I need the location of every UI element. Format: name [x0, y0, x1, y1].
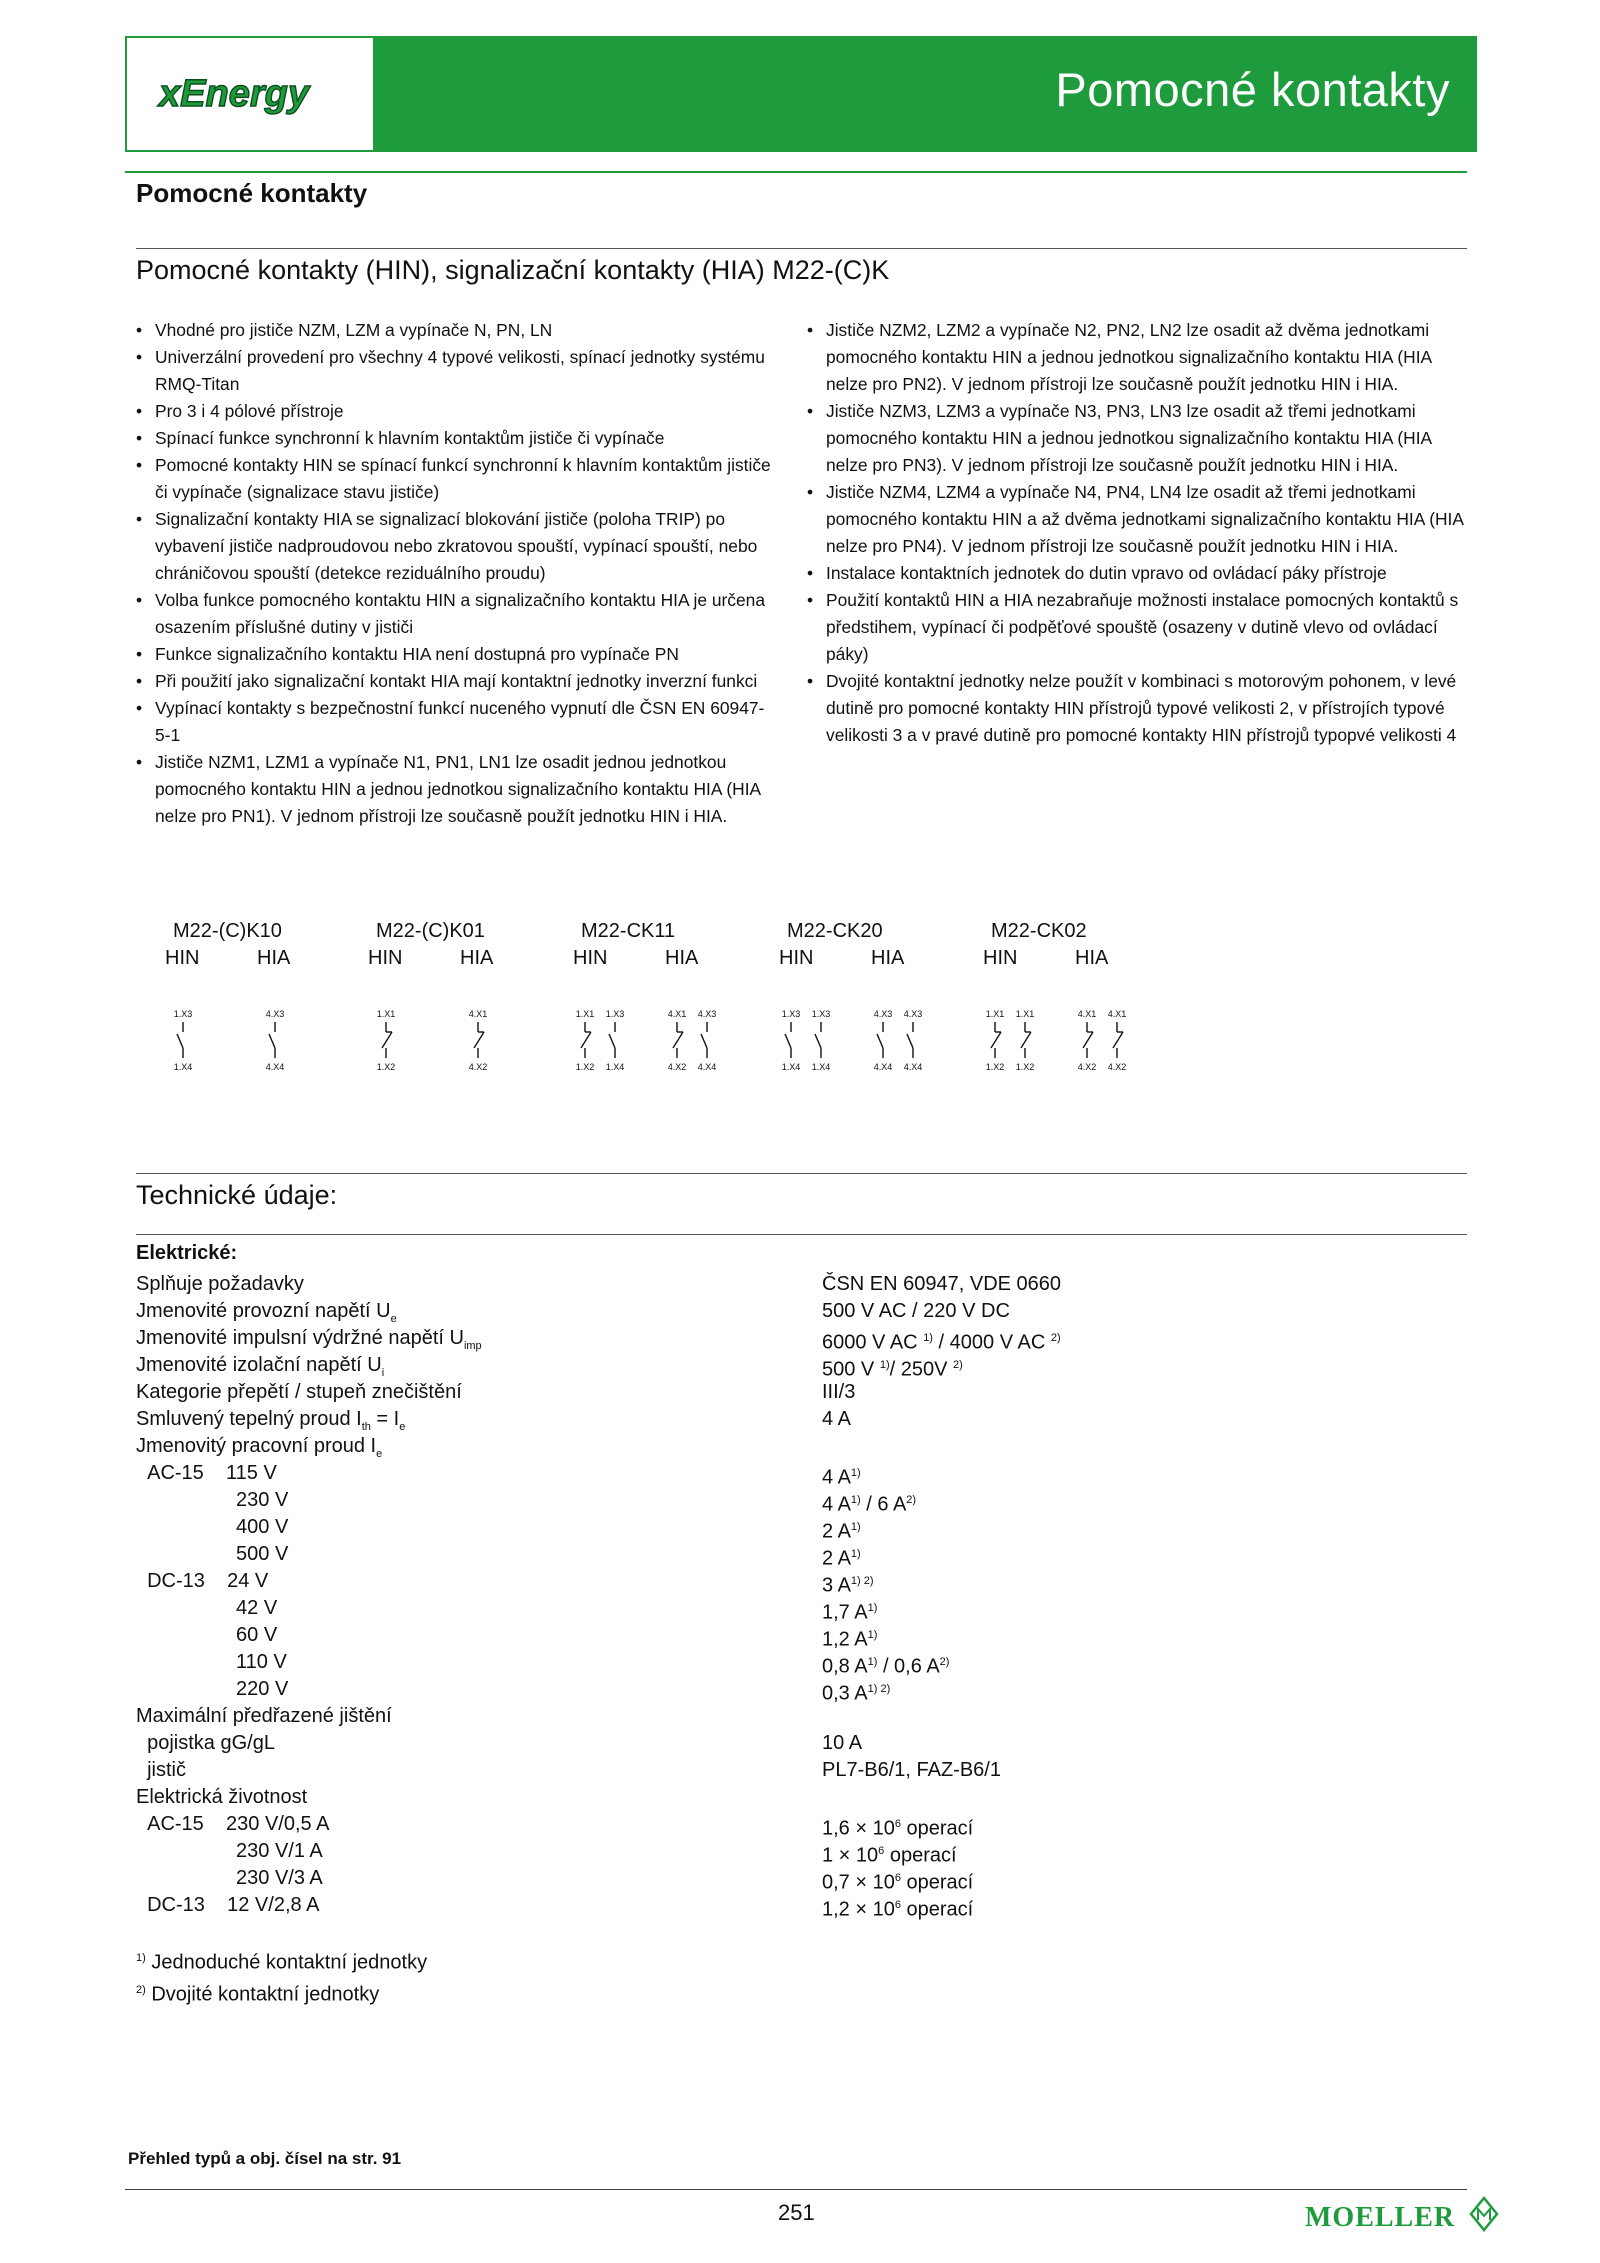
- hin-label: HIN: [983, 947, 1018, 969]
- list-item: • Volba funkce pomocného kontaktu HIN a signalizačního kontaktu HIA je určena osazením příslušné dutiny v jističi: [136, 587, 776, 641]
- spec-value: 0,3 $A^{1) 2)}$: [822, 1682, 891, 1705]
- spec-value: 1,7 $A^{1)}$: [822, 1601, 878, 1624]
- contact-symbol-icon: [163, 1004, 203, 1074]
- spec-label: Maximální předřazené jištění: [136, 1705, 392, 1727]
- list-item: • Jističe NZM1, LZM1 a vypínače N1, PN1, LN1 lze osadit jednou jednotkou pomocného kontaktu HIN a jednou jednotkou signalizačního kontaktu HIA (HIA nelze pro PN1). V jednom přístroji lze současně použít jednotku HIN i HIA.: [136, 749, 776, 830]
- spec-value: III/3: [822, 1381, 856, 1403]
- contact-diagrams: [0, 920, 1600, 1090]
- spec-label: AC-15 230 V/0,5 A: [136, 1813, 330, 1835]
- spec-label: 60 V: [136, 1624, 278, 1646]
- spec-label: Jmenovité impulsní výdržné napětí $U_{imp}$: [136, 1327, 482, 1352]
- spec-label: pojistka gG/gL: [136, 1732, 275, 1754]
- spec-value: $1 \times 10^6$ operací: [822, 1844, 957, 1867]
- terminal-label: 4.X2: [1107, 1062, 1127, 1072]
- spec-value: 2 $A^{1)}$: [822, 1547, 861, 1570]
- spec-label: Jmenovitý pracovní proud $I_e$: [136, 1435, 383, 1460]
- list-item: • Jističe NZM4, LZM4 a vypínače N4, PN4, LN4 lze osadit až třemi jednotkami pomocného kontaktu HIN a až dvěma jednotkami signalizačního kontaktu HIA (HIA nelze pro PN4). V jednom přístroji lze současně použít jednotku HIN i HIA.: [807, 479, 1467, 560]
- section-divider: [136, 248, 1467, 249]
- spec-label: 500 V: [136, 1543, 289, 1565]
- footnotes: [136, 1945, 427, 2008]
- list-item: • Funkce signalizačního kontaktu HIA není dostupná pro vypínače PN: [136, 641, 776, 668]
- hia-label: HIA: [460, 947, 494, 969]
- spec-value: 500 V $^{1)}$/ 250V $^{2)}$: [822, 1358, 963, 1381]
- spec-label: Jmenovité provozní napětí $U_e$: [136, 1300, 397, 1325]
- spec-label: Smluvený tepelný proud $I_{th} = I_e$: [136, 1408, 406, 1433]
- page-number: 251: [778, 2200, 815, 2225]
- hin-label: HIN: [573, 947, 608, 969]
- spec-value: 6000 V AC $^{1)}$ / 4000 V AC $^{2)}$: [822, 1331, 1061, 1354]
- diagram-title: M22-CK02: [991, 920, 1087, 942]
- tech-top-rule: [136, 1173, 1467, 1174]
- contact-symbol-icon: [869, 1004, 939, 1074]
- footer-reference: Přehled typů a obj. čísel na str. 91: [128, 2149, 402, 2168]
- terminal-label: 1.X4: [605, 1062, 625, 1072]
- terminal-label: 1.X3: [781, 1009, 801, 1019]
- section-title: Pomocné kontakty: [136, 178, 368, 208]
- header-rule: [125, 171, 1467, 173]
- list-item: • Signalizační kontakty HIA se signalizací blokování jističe (poloha TRIP) po vybavení jističe nadproudovou nebo zkratovou spouští, vypínací spouští, nebo chráničovou spouští (detekce reziduálního proudu): [136, 506, 776, 587]
- hia-label: HIA: [1075, 947, 1109, 969]
- spec-value: 1,2 $A^{1)}$: [822, 1628, 878, 1651]
- list-item: • Pomocné kontakty HIN se spínací funkcí synchronní k hlavním kontaktům jističe či vypínače (signalizace stavu jističe): [136, 452, 776, 506]
- list-item: • Použití kontaktů HIN a HIA nezabraňuje možnosti instalace pomocných kontaktů s předstihem, vypínací či podpěťové spouště (osazeny v dutině vlevo od ovládací páky): [807, 587, 1467, 668]
- spec-value: $0,7 \times 10^6$ operací: [822, 1871, 974, 1894]
- spec-value: 10 A: [822, 1732, 863, 1754]
- spec-value: 3 $A^{1) 2)}$: [822, 1574, 874, 1597]
- terminal-label: 1.X1: [985, 1009, 1005, 1019]
- terminal-label: 4.X1: [1107, 1009, 1127, 1019]
- spec-label: Jmenovité izolační napětí $U_i$: [136, 1354, 385, 1379]
- list-item: • Vhodné pro jističe NZM, LZM a vypínače N, PN, LN: [136, 317, 776, 344]
- list-item: • Jističe NZM3, LZM3 a vypínače N3, PN3, LN3 lze osadit až třemi jednotkami pomocného kontaktu HIN a jednou jednotkou signalizačního kontaktu HIA (HIA nelze pro PN3). V jednom přístroji lze současně použít jednotku HIN i HIA.: [807, 398, 1467, 479]
- contact-symbol-icon: [571, 1004, 641, 1074]
- terminal-label: 1.X2: [1015, 1062, 1035, 1072]
- diagram-title: M22-CK20: [787, 920, 883, 942]
- terminal-label: 4.X3: [697, 1009, 717, 1019]
- terminal-label: 4.X4: [873, 1062, 893, 1072]
- diagram-title: M22-(C)K01: [376, 920, 485, 942]
- terminal-label: 4.X4: [697, 1062, 717, 1072]
- terminal-label: 1.X2: [575, 1062, 595, 1072]
- terminal-label: 1.X2: [376, 1062, 396, 1072]
- feature-list-left: [136, 317, 776, 830]
- spec-value: 4 A: [822, 1408, 851, 1430]
- spec-value: ČSN EN 60947, VDE 0660: [822, 1273, 1062, 1295]
- footnote: $^{1)}$ Jednoduché kontaktní jednotky: [136, 1951, 428, 1974]
- spec-label: 110 V: [136, 1651, 287, 1673]
- terminal-label: 4.X2: [1077, 1062, 1097, 1072]
- xenergy-logo-icon: [155, 66, 345, 122]
- spec-label: 230 V: [136, 1489, 289, 1511]
- terminal-label: 1.X3: [605, 1009, 625, 1019]
- spec-label: Splňuje požadavky: [136, 1273, 304, 1295]
- spec-value: 4 $A^{1)}$: [822, 1466, 861, 1489]
- spec-label: Elektrická životnost: [136, 1786, 308, 1808]
- spec-label: 400 V: [136, 1516, 289, 1538]
- terminal-label: 1.X4: [781, 1062, 801, 1072]
- list-item: • Instalace kontaktních jednotek do dutin vpravo od ovládací páky přístroje: [807, 560, 1467, 587]
- terminal-label: 4.X4: [265, 1062, 285, 1072]
- spec-label: DC-13 12 V/2,8 A: [136, 1894, 320, 1916]
- spec-label: 42 V: [136, 1597, 278, 1619]
- terminal-label: 1.X3: [173, 1009, 193, 1019]
- list-item: • Jističe NZM2, LZM2 a vypínače N2, PN2, LN2 lze osadit až dvěma jednotkami pomocného kontaktu HIN a jednou jednotkou signalizačního kontaktu HIA (HIA nelze pro PN2). V jednom přístroji lze současně použít jednotku HIN i HIA.: [807, 317, 1467, 398]
- hia-label: HIA: [871, 947, 905, 969]
- svg-text:xEnergy: xEnergy: [159, 73, 309, 115]
- terminal-label: 4.X3: [873, 1009, 893, 1019]
- contact-symbol-icon: [1073, 1004, 1143, 1074]
- xenergy-logo: [127, 38, 373, 150]
- contact-symbol-icon: [663, 1004, 733, 1074]
- contact-symbol-icon: [777, 1004, 847, 1074]
- list-item: • Při použití jako signalizační kontakt HIA mají kontaktní jednotky inverzní funkci: [136, 668, 776, 695]
- terminal-label: 1.X4: [811, 1062, 831, 1072]
- terminal-label: 1.X4: [173, 1062, 193, 1072]
- terminal-label: 4.X2: [667, 1062, 687, 1072]
- hin-label: HIN: [165, 947, 200, 969]
- spec-label: 230 V/3 A: [136, 1867, 323, 1889]
- contact-symbol-icon: [366, 1004, 406, 1074]
- spec-value: 0,8 $A^{1)} / 0,6$ $A^{2)}$: [822, 1655, 950, 1678]
- spec-value: $1,2 \times 10^6$ operací: [822, 1898, 974, 1921]
- terminal-label: 4.X1: [667, 1009, 687, 1019]
- terminal-label: 1.X3: [811, 1009, 831, 1019]
- spec-value: $1,6 \times 10^6$ operací: [822, 1817, 974, 1840]
- footer-rule: [125, 2189, 1467, 2190]
- hin-label: HIN: [779, 947, 814, 969]
- subsection-title: Pomocné kontakty (HIN), signalizační kontakty (HIA) M22-(C)K: [136, 255, 890, 285]
- spec-label: Kategorie přepětí / stupeň znečištění: [136, 1381, 462, 1403]
- spec-label: jistič: [136, 1759, 186, 1781]
- tech-subtitle: Elektrické:: [136, 1242, 238, 1264]
- tech-title: Technické údaje:: [136, 1180, 338, 1210]
- contact-symbol-icon: [458, 1004, 498, 1074]
- terminal-label: 4.X3: [903, 1009, 923, 1019]
- contact-symbol-icon: [255, 1004, 295, 1074]
- moeller-wordmark: MOELLER: [1305, 2202, 1456, 2233]
- terminal-label: 4.X4: [903, 1062, 923, 1072]
- hin-label: HIN: [368, 947, 403, 969]
- terminal-label: 4.X1: [468, 1009, 488, 1019]
- page-header-title: Pomocné kontakty: [1055, 63, 1450, 116]
- hia-label: HIA: [257, 947, 291, 969]
- terminal-label: 4.X3: [265, 1009, 285, 1019]
- spec-label: AC-15 115 V: [136, 1462, 277, 1484]
- hia-label: HIA: [665, 947, 699, 969]
- feature-list-right: [807, 317, 1467, 749]
- terminal-label: 1.X2: [985, 1062, 1005, 1072]
- terminal-label: 1.X1: [575, 1009, 595, 1019]
- diagram-title: M22-CK11: [581, 920, 676, 942]
- footnote: $^{2)}$ Dvojité kontaktní jednotky: [136, 1983, 380, 2006]
- terminal-label: 4.X1: [1077, 1009, 1097, 1019]
- moeller-logo: [1305, 2196, 1499, 2234]
- spec-label: 220 V: [136, 1678, 289, 1700]
- list-item: • Vypínací kontakty s bezpečnostní funkcí nuceného vypnutí dle ČSN EN 60947-5-1: [136, 695, 776, 749]
- terminal-label: 1.X1: [376, 1009, 396, 1019]
- spec-value: 2 $A^{1)}$: [822, 1520, 861, 1543]
- list-item: • Dvojité kontaktní jednotky nelze použít v kombinaci s motorovým pohonem, v levé dutině pro pomocné kontakty HIN přístrojů typové velikosti 2, v přístrojích typové velikosti 3 a v pravé dutině pro pomocné kontakty HIN přístrojů typopvé velikosti 4: [807, 668, 1467, 749]
- contact-symbol-icon: [981, 1004, 1051, 1074]
- diagram-title: M22-(C)K10: [173, 920, 282, 942]
- spec-value: 500 V AC / 220 V DC: [822, 1300, 1010, 1322]
- spec-label: 230 V/1 A: [136, 1840, 323, 1862]
- list-item: • Spínací funkce synchronní k hlavním kontaktům jističe či vypínače: [136, 425, 776, 452]
- moeller-emblem-icon: [1469, 2196, 1499, 2232]
- spec-label: DC-13 24 V: [136, 1570, 269, 1592]
- terminal-label: 1.X1: [1015, 1009, 1035, 1019]
- list-item: • Univerzální provedení pro všechny 4 typové velikosti, spínací jednotky systému RMQ-Titan: [136, 344, 776, 398]
- tech-bottom-rule: [136, 1234, 1467, 1235]
- list-item: • Pro 3 i 4 pólové přístroje: [136, 398, 776, 425]
- spec-value: 4 $A^{1)} / 6$ $A^{2)}$: [822, 1493, 917, 1516]
- terminal-label: 4.X2: [468, 1062, 488, 1072]
- spec-value: PL7-B6/1, FAZ-B6/1: [822, 1759, 1001, 1781]
